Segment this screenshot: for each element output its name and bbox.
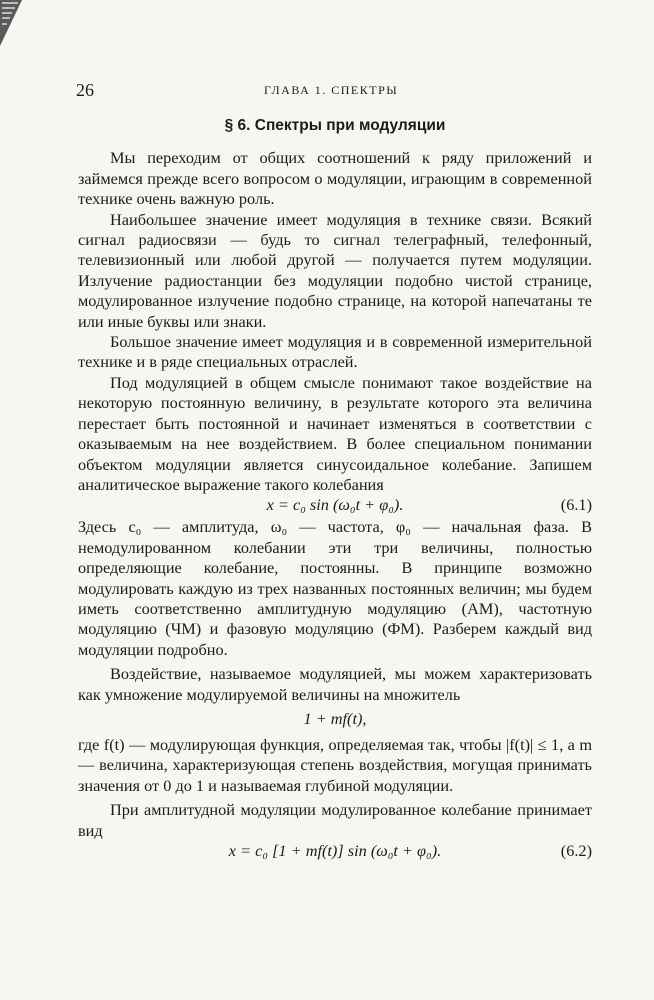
- page-number: 26: [76, 80, 94, 100]
- equation-number: (6.1): [560, 495, 592, 515]
- section-title: § 6. Спектры при модуляции: [224, 117, 446, 134]
- paragraph: Наибольшее значение имеет модуляция в технике связи. Всякий сигнал радиосвязи — будь то сигнал телеграфный, телефонный, телевизионный или любой другой — получается путем модуляции. Излучение радиостанции без модуляции подобно чистой странице, модулированное излучение подобно странице, на которой напечатаны те или иные буквы или знаки.: [78, 209, 592, 331]
- page-body: [78, 116, 592, 863]
- equation-6-2: [78, 841, 592, 863]
- equation-multiplier: [78, 709, 592, 731]
- running-head: ГЛАВА 1. СПЕКТРЫ: [264, 83, 399, 97]
- paragraph: Большое значение имеет модуляция и в современной измерительной технике и в ряде специальных отраслей.: [78, 332, 592, 372]
- paragraph: Здесь c₀ — амплитуда, ω₀ — частота, φ₀ — начальная фаза. В немодулированном колебании эти три величины, полностью определяющие колебание, постоянны. В принципе возможно модулировать каждую из трех названных постоянных величин; мы будем иметь соответственно амплитудную модуляцию (АМ), частотную модуляцию (ЧМ) и фазовую модуляцию (ФМ). Разберем каждый вид модуляции подробно.: [78, 517, 592, 659]
- equation-number: (6.2): [560, 841, 592, 860]
- paragraph: Под модуляцией в общем смысле понимают такое воздействие на некоторую постоянную величину, в результате которого эта величина перестает быть постоянной и начинает изменяться в соответствии с оказываемым на нее воздействием. В более специальном понимании объектом модуляции является синусоидальное колебание. Запишем аналитическое выражение такого колебания: [78, 372, 592, 494]
- corner-ornament-icon: [0, 0, 22, 46]
- paragraph: Воздействие, называемое модуляцией, мы можем характеризовать как умножение модулируемой величины на множитель: [78, 664, 592, 704]
- equation-text: x = c₀ [1 + mf(t)] sin (ω₀t + φ₀).: [228, 841, 442, 860]
- paragraph: где f(t) — модулирующая функция, определяемая так, чтобы |f(t)| ≤ 1, а m — величина, характеризующая степень воздействия, могущая принимать значения от 0 до 1 и называемая глубиной модуляции.: [78, 734, 592, 795]
- equation-6-1: [78, 495, 592, 517]
- equation-text: 1 + mf(t),: [303, 708, 367, 728]
- running-header: [76, 80, 594, 102]
- paragraph: При амплитудной модуляции модулированное колебание принимает вид: [78, 800, 592, 840]
- equation-text: x = c₀ sin (ω₀t + φ₀).: [266, 495, 404, 515]
- paragraph: Мы переходим от общих соотношений к ряду приложений и займемся прежде всего вопросом о модуляции, играющим в современной технике очень важную роль.: [78, 148, 592, 209]
